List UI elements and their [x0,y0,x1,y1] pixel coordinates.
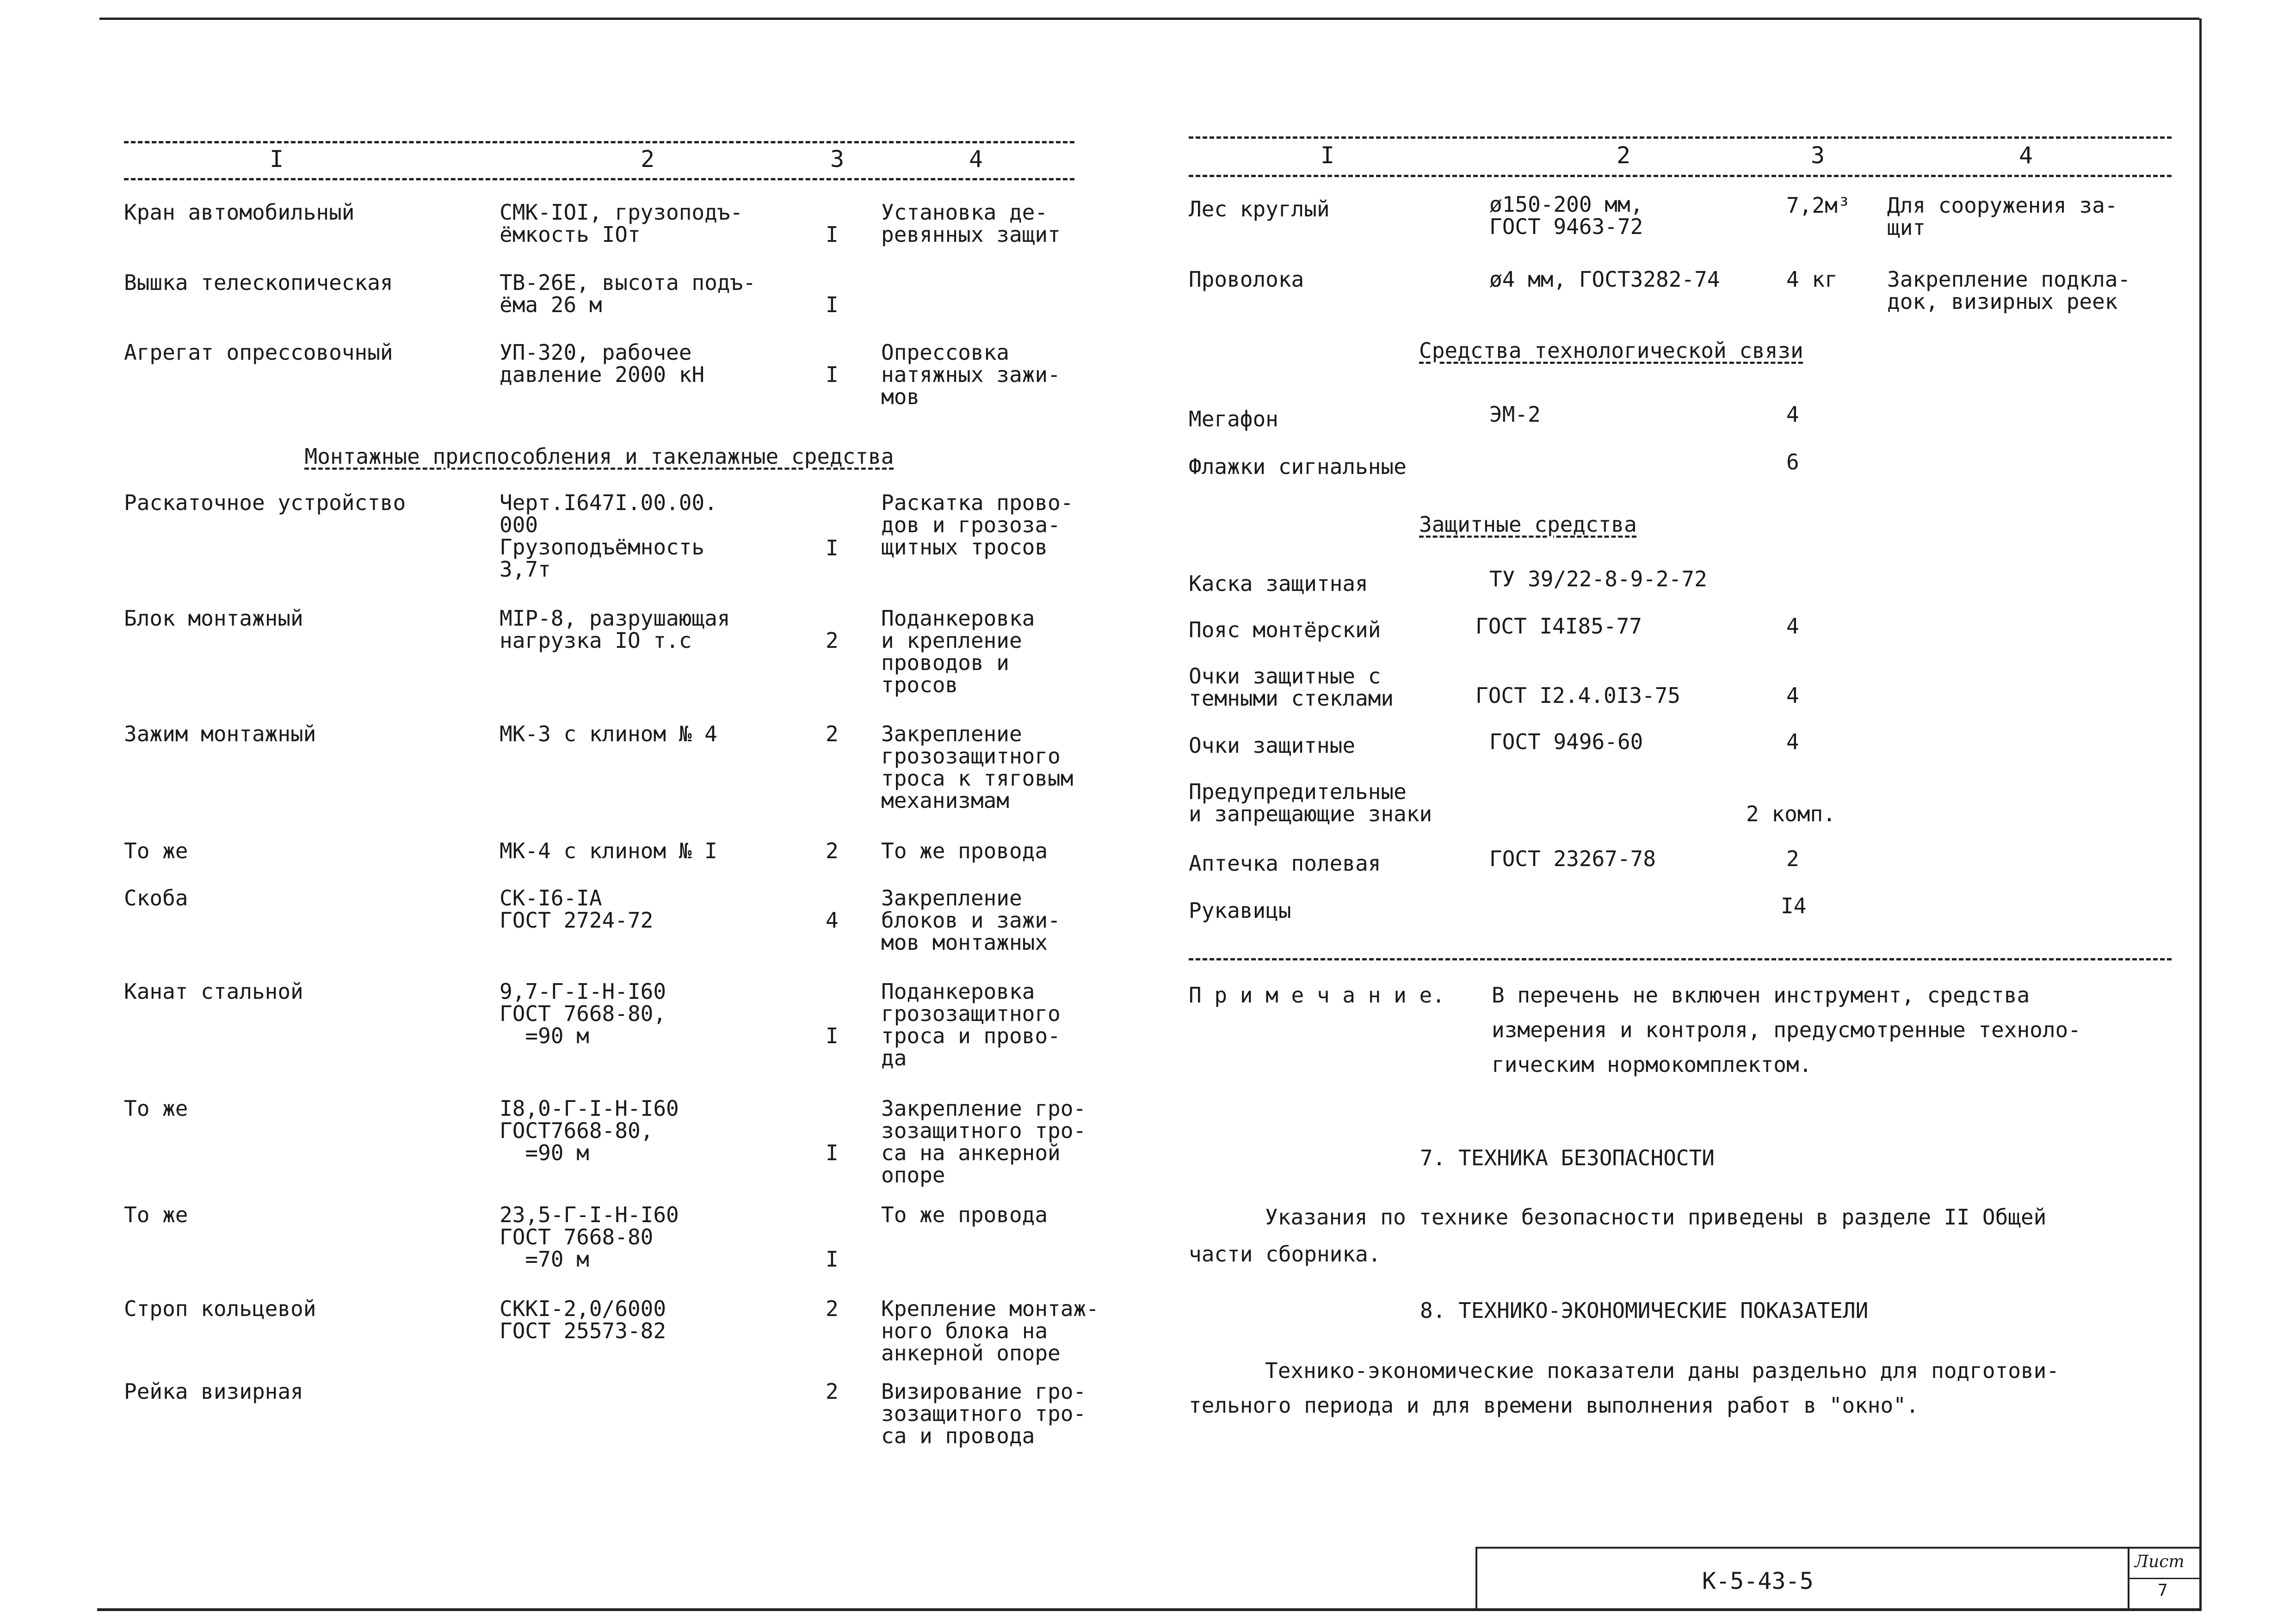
left-row-name: Агрегат опрессовочный [124,340,393,365]
sheet-label: Лист [2135,1552,2185,1571]
left-row-qty: I [826,292,839,317]
top-border [99,18,2199,20]
right-row-qty: 4 кг [1786,267,1838,292]
right-row-qty: 2 [1786,846,1799,871]
left-row-qty: I [826,362,839,387]
left-col1-header: I [269,146,284,172]
left-row-name: Блок монтажный [124,606,303,631]
right-row-name: Аптечка полевая [1189,851,1381,876]
left-row-name: Зажим монтажный [124,721,316,746]
left-row-spec: МК-3 с клином № 4 [500,721,717,746]
section-comm-heading: Средства технологической связи [1419,338,1803,363]
left-row-spec: 23,5-Г-I-Н-I60 ГОСТ 7668-80 =70 м [500,1202,679,1272]
right-row-qty: 4 [1786,729,1799,754]
note-line: гическим нормокомплектом. [1492,1052,1812,1077]
right-col4-header: 4 [2018,142,2033,169]
right-row-qty: 6 [1786,449,1799,474]
section-7-text: Указания по технике безопасности приведены в разделе II Общей [1265,1205,2047,1230]
left-row-name: Скоба [124,886,188,910]
left-row-qty: I [826,222,839,247]
right-row-spec: ТУ 39/22-8-9-2-72 [1489,566,1707,591]
note-line: В перечень не включен инструмент, средства [1492,983,2030,1008]
right-table-end-rule [1189,958,2172,960]
left-row-qty: 4 [826,908,839,933]
left-row-purpose: Установка де- ревянных защит [881,200,1061,247]
left-row-spec: СМК-IOI, грузоподъ- ёмкость IOт [500,200,743,247]
section-7-text: части сборника. [1189,1242,1381,1267]
right-row-name: Очки защитные с темными стеклами [1189,664,1394,711]
stamp-sheet-line [2128,1578,2202,1579]
left-row-name: То же [124,1096,188,1121]
right-header-top-rule [1189,136,2172,139]
left-row-name: Кран автомобильный [124,200,355,225]
section-8-text: Технико-экономические показатели даны раздельно для подготови- [1265,1358,2060,1383]
left-row-name: Строп кольцевой [124,1296,316,1321]
left-row-purpose: Поданкеровка грозозащитного троса и прово- да [881,979,1061,1070]
right-row-qty: 2 комп. [1746,801,1836,826]
right-row-name: Лес круглый [1189,197,1330,221]
right-col2-header: 2 [1616,142,1631,169]
right-row-name: Рукавицы [1189,898,1291,923]
left-header-bottom-rule [124,178,1074,180]
right-col1-header: I [1320,142,1335,169]
left-col2-header: 2 [640,146,655,172]
right-row-spec: ЭМ-2 [1489,402,1541,427]
bottom-border [97,1608,2202,1611]
left-col4-header: 4 [969,146,983,172]
right-row-spec: ГОСТ I2.4.0I3-75 [1475,683,1681,708]
right-row-qty: 4 [1786,402,1799,427]
right-border [2199,18,2202,1609]
section-8-title: 8. ТЕХНИКО-ЭКОНОМИЧЕСКИЕ ПОКАЗАТЕЛИ [1420,1298,1869,1323]
right-row-qty: 4 [1786,683,1799,708]
document-code: К-5-43-5 [1702,1568,1814,1594]
right-row-qty: I4 [1781,893,1807,918]
right-row-name: Каска защитная [1189,571,1368,596]
right-row-name: Флажки сигнальные [1189,454,1407,479]
section-7-title: 7. ТЕХНИКА БЕЗОПАСНОСТИ [1420,1145,1715,1170]
right-row-spec: ø150-200 мм, ГОСТ 9463-72 [1489,192,1643,239]
left-row-purpose: То же провода [881,1202,1048,1227]
section-mounting-heading: Монтажные приспособления и такелажные средства [304,444,894,469]
left-row-qty: I [826,535,839,560]
left-row-spec: 9,7-Г-I-Н-I60 ГОСТ 7668-80, =90 м [500,979,667,1048]
left-row-qty: I [826,1140,839,1165]
left-row-spec: УП-320, рабочее давление 2000 кН [500,340,705,387]
left-row-purpose: Опрессовка натяжных зажи- мов [881,340,1061,409]
right-row-spec: ГОСТ 9496-60 [1489,729,1643,754]
left-row-name: Раскаточное устройство [124,490,406,515]
stamp-top-line [1475,1547,2202,1549]
right-header-bottom-rule [1189,175,2172,177]
right-row-spec: ø4 мм, ГОСТ3282-74 [1489,267,1720,292]
left-row-spec: СК-I6-IA ГОСТ 2724-72 [500,886,654,933]
left-row-name: То же [124,838,188,863]
left-row-spec: ТВ-26Е, высота подъ- ёма 26 м [500,270,756,317]
left-row-purpose: Раскатка прово- дов и грозоза- щитных тросов [881,490,1074,560]
right-row-name: Мегафон [1189,406,1278,431]
left-row-purpose: Закрепление гро- зозащитного тро- са на анкерной опоре [881,1096,1086,1187]
section-protect-heading: Защитные средства [1419,512,1637,537]
left-row-purpose: Закрепление грозозащитного троса к тяговым механизмам [881,721,1074,813]
left-row-qty: 2 [826,628,839,653]
right-row-qty: 4 [1786,614,1799,639]
right-row-name: Пояс монтёрский [1189,617,1381,642]
stamp-left-line [1475,1547,1477,1609]
left-row-purpose: Поданкеровка и крепление проводов и тросов [881,606,1035,697]
left-row-spec: Черт.I647I.00.00. 000 Грузоподъёмность 3,7т [500,490,717,582]
right-row-spec: ГОСТ 23267-78 [1489,846,1656,871]
left-row-qty: 2 [826,1379,839,1404]
left-row-name: Канат стальной [124,979,303,1004]
left-row-qty: 2 [826,838,839,863]
sheet-number: 7 [2158,1581,2168,1600]
left-row-qty: I [826,1023,839,1048]
right-row-name: Очки защитные [1189,733,1356,758]
right-row-spec: ГОСТ I4I85-77 [1475,614,1642,639]
left-row-purpose: То же провода [881,838,1048,863]
left-row-spec: МIР-8, разрушающая нагрузка IO т.с [500,606,730,653]
left-row-name: Рейка визирная [124,1379,303,1404]
left-row-purpose: Визирование гро- зозащитного тро- са и провода [881,1379,1086,1448]
note-label: П р и м е ч а н и е. [1189,983,1445,1008]
left-row-purpose: Закрепление блоков и зажи- мов монтажных [881,886,1061,955]
left-row-spec: МК-4 с клином № I [500,838,717,863]
left-row-name: То же [124,1202,188,1227]
right-row-name: Проволока [1189,267,1304,292]
right-row-purpose: Для сооружения за- щит [1887,193,2118,240]
left-row-qty: 2 [826,721,839,746]
right-row-purpose: Закрепление подкла- док, визирных реек [1887,267,2131,314]
right-row-qty: 7,2м³ [1786,193,1851,218]
left-row-purpose: Крепление монтаж- ного блока на анкерной опоре [881,1296,1099,1366]
left-header-top-rule [124,141,1074,143]
left-row-qty: 2 [826,1296,839,1321]
left-row-spec: СККI-2,0/6000 ГОСТ 25573-82 [500,1296,667,1343]
left-col3-header: 3 [830,146,845,172]
left-row-spec: I8,0-Г-I-Н-I60 ГОСТ7668-80, =90 м [500,1096,679,1165]
right-col3-header: 3 [1810,142,1825,169]
note-line: измерения и контроля, предусмотренные техноло- [1492,1017,2081,1042]
left-row-name: Вышка телескопическая [124,270,393,295]
section-8-text: тельного периода и для времени выполнения работ в "окно". [1189,1393,1919,1418]
right-row-name: Предупредительные и запрещающие знаки [1189,779,1432,826]
left-row-qty: I [826,1247,839,1272]
